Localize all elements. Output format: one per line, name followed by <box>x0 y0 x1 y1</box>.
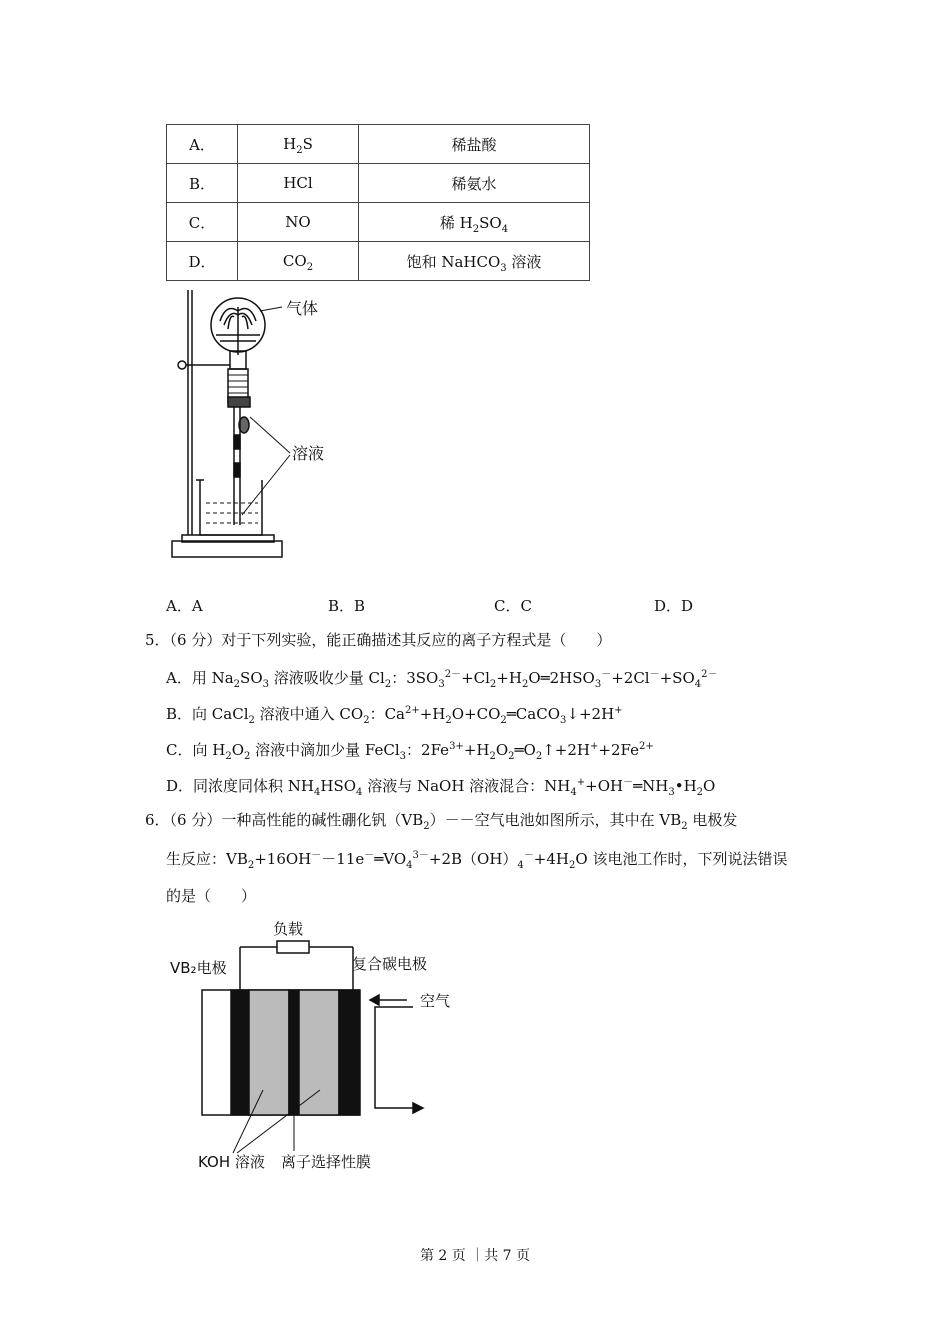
option-letter: D． <box>167 242 238 281</box>
q5-option-b: B．向 CaCl$_2$ 溶液中通入 $CO_2$：$Ca^{2+}+H_2O+CO_2═CaCO_3↓+2H^+$ <box>166 705 623 726</box>
fountain-apparatus-figure <box>160 285 360 565</box>
gas-cell: HCl <box>238 164 359 203</box>
option-letter: B． <box>167 164 238 203</box>
q4-choice-a: A．A <box>166 597 203 615</box>
q6-line-2: 生反应：$VB_2+16OH^--11e^-═VO_4^{3-}+2B(OH)_4^-+4H_2O$ 该电池工作时，下列说法错误 <box>166 850 788 871</box>
q6-line-3: 的是（ ） <box>166 887 257 905</box>
gas-cell: $H_2S$ <box>238 125 359 164</box>
label-solution: 溶液 <box>292 444 325 463</box>
table-row <box>167 242 590 281</box>
q5-option-c: C．向 $H_2O_2$ 溶液中滴加少量 FeCl$_3$：$2Fe^{3+}+H_2O_2═O_2↑+2H^++2Fe^{2+}$ <box>166 741 654 762</box>
label-carbon-electrode: 复合碳电极 <box>352 955 428 973</box>
q4-choice-d: D．D <box>654 597 694 615</box>
solution-cell: 稀 $H_2SO_4$ <box>359 203 590 242</box>
label-vb2-electrode: VB₂电极 <box>170 959 227 977</box>
gas-cell: NO <box>238 203 359 242</box>
q5-option-d: D．同浓度同体积 $NH_4HSO_4$ 溶液与 NaOH 溶液混合：$NH_4^++OH^-═NH_3•H_2O$ <box>166 777 716 798</box>
table-row <box>167 125 590 164</box>
label-koh-solution: KOH 溶液 <box>198 1153 265 1171</box>
q6-line-1: 6．（6 分）一种高性能的碱性硼化钒$(VB_2)--$空气电池如图所示，其中在 $VB_2$ 电极发 <box>145 811 738 832</box>
q5-option-a: A．用 $Na_2SO_3$ 溶液吸收少量 $Cl_2$：$3SO_3^{2-}+Cl_2+H_2O═2HSO_3^-+2Cl^-+SO_4^{2-}$ <box>166 669 718 690</box>
solution-cell: 稀氨水 <box>359 164 590 203</box>
table-row <box>167 164 590 203</box>
solution-cell: 稀盐酸 <box>359 125 590 164</box>
gas-cell: $CO_2$ <box>238 242 359 281</box>
battery-figure <box>195 915 475 1175</box>
option-letter: A． <box>167 125 238 164</box>
table-row <box>167 203 590 242</box>
option-letter: C． <box>167 203 238 242</box>
q4-choice-b: B．B <box>328 597 366 615</box>
label-gas: 气体 <box>286 299 319 318</box>
page-footer: 第 2 页 ｜共 7 页 <box>419 1248 531 1264</box>
q5-stem: 5．（6 分）对于下列实验，能正确描述其反应的离子方程式是（ ） <box>145 631 612 649</box>
label-air: 空气 <box>420 992 451 1010</box>
options-table <box>166 124 590 281</box>
label-ion-membrane: 离子选择性膜 <box>281 1153 372 1171</box>
q4-choice-c: C．C <box>494 597 532 615</box>
label-load: 负载 <box>273 920 304 938</box>
solution-cell: 饱和 NaHCO$_3$ 溶液 <box>359 242 590 281</box>
